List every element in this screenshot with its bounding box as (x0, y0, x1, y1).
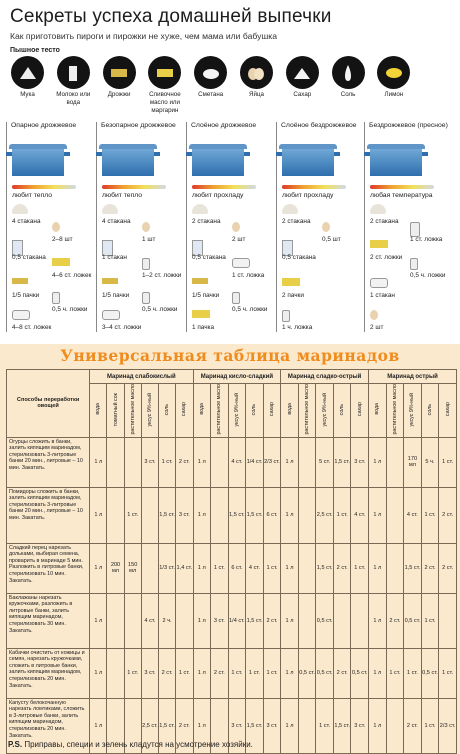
value-cell: 5 ч. (421, 437, 439, 487)
value-cell: 3 ст. (141, 648, 158, 698)
sour-icon (232, 258, 250, 268)
subcolumn-header: уксус 9%-ный (404, 384, 422, 438)
value-cell: 1 л (193, 698, 211, 753)
value-cell: 0,5 ст. (351, 648, 369, 698)
subcolumn-header: вода (90, 384, 107, 438)
group-spicy: Маринад острый (369, 370, 457, 384)
flour-icon (192, 204, 208, 214)
egg-icon (322, 222, 330, 232)
dough-quantity: 4 стакана (12, 218, 41, 225)
value-cell: 1 ст. (263, 648, 281, 698)
dough-temperature: любит тепло (12, 192, 53, 199)
lemon-icon (377, 56, 410, 89)
value-cell: 1 ст. (228, 648, 246, 698)
value-cell: 1 л (369, 593, 387, 648)
value-cell: 1 ст. (159, 437, 176, 487)
value-cell: 1,5 ст. (246, 593, 264, 648)
dough-quantity: 1/5 пачки (102, 292, 130, 299)
flour-icon (102, 204, 118, 214)
value-cell: 3 ст. (351, 698, 369, 753)
group-header-row (7, 370, 457, 384)
value-cell (176, 593, 193, 648)
ingredient-lemon: Лимон (372, 56, 415, 115)
dough-quantity: 1 пачка (192, 324, 215, 331)
subcolumn-header: вода (281, 384, 299, 438)
dough-quantity: 0,5 стакана (192, 254, 226, 261)
butter-icon (52, 258, 70, 266)
ingredient-sugar: Сахар (281, 56, 324, 115)
value-cell: 1 ст. (421, 698, 439, 753)
value-cell: 1 ст. (263, 543, 281, 593)
value-cell: 3 ст. (176, 487, 193, 543)
table-row (7, 648, 457, 698)
value-cell: 2 ст. (211, 648, 229, 698)
subcolumn-header: соль (159, 384, 176, 438)
value-cell: 1 ст. (176, 648, 193, 698)
dough-temperature: любит прохладу (192, 192, 244, 199)
value-cell: 3 ст. (228, 698, 246, 753)
dough-quantity: 1 ч. ложка (282, 324, 313, 331)
sugar-icon (286, 56, 319, 89)
baking-infographic (0, 0, 460, 344)
egg-icon (142, 222, 150, 232)
value-cell: 150 мл (124, 543, 141, 593)
dough-quantity: 4–6 ст. ложек (52, 272, 92, 279)
value-cell: 2 ст. (404, 698, 422, 753)
value-cell: 1,5 ст. (228, 487, 246, 543)
value-cell (298, 487, 316, 543)
group-sweet-sour: Маринад кисло-сладкий (193, 370, 281, 384)
value-cell: 1 ст. (124, 487, 141, 543)
value-cell (439, 593, 457, 648)
subcolumn-header: растительное масло (386, 384, 404, 438)
value-cell: 1 ст. (124, 648, 141, 698)
salt-icon (232, 292, 240, 304)
value-cell: 1 ст. (421, 593, 439, 648)
value-cell: 1 ст. (386, 648, 404, 698)
ingredient-eggs: Яйца (235, 56, 278, 115)
ingredient-salt: Соль (327, 56, 370, 115)
ingredient-row (6, 56, 458, 115)
subcolumn-header: уксус 9%-ный (228, 384, 246, 438)
pot-icon (370, 144, 422, 176)
value-cell: 1,4 ст. (176, 543, 193, 593)
value-cell: 6 ст. (263, 487, 281, 543)
dough-column (364, 122, 452, 344)
value-cell: 1,5 ст. (159, 698, 176, 753)
value-cell: 1 л (90, 593, 107, 648)
dough-quantity: 2–8 шт (52, 236, 73, 243)
dough-temperature: любит прохладу (282, 192, 334, 199)
value-cell (107, 648, 124, 698)
salt-icon (142, 292, 150, 304)
value-cell: 1 л (369, 487, 387, 543)
dough-quantity: 2 пачки (282, 292, 304, 299)
value-cell: 2 ч. (159, 593, 176, 648)
thermometer-icon (282, 185, 346, 189)
dough-quantity: 2 стакана (370, 218, 399, 225)
value-cell: 1,5 ст. (246, 487, 264, 543)
value-cell: 1/4 ст. (246, 437, 264, 487)
value-cell: 2 ст. (333, 648, 351, 698)
value-cell: 1 ст. (211, 543, 229, 593)
value-cell: 1 ст. (246, 648, 264, 698)
value-cell: 1,5 ст. (159, 487, 176, 543)
value-cell: 0,5 ст. (421, 648, 439, 698)
value-cell: 3 ст. (211, 593, 229, 648)
egg-icon (232, 222, 240, 232)
value-cell (351, 593, 369, 648)
salt-icon (410, 258, 418, 270)
subcolumn-header: соль (421, 384, 439, 438)
value-cell: 1,5 ст. (333, 437, 351, 487)
value-cell: 1 л (281, 437, 299, 487)
value-cell: 1 ст. (439, 648, 457, 698)
value-cell: 1 ст. (439, 437, 457, 487)
butter-icon (282, 278, 300, 286)
value-cell: 2 ст. (159, 648, 176, 698)
value-cell: 3 ст. (263, 698, 281, 753)
subcolumn-header: томатный сок (107, 384, 124, 438)
dough-types (6, 122, 458, 344)
table-row (7, 543, 457, 593)
value-cell: 4 ст. (246, 543, 264, 593)
dough-quantity: 0,5 ч. ложки (232, 306, 268, 313)
value-cell: 1 ст. (351, 543, 369, 593)
method-cell: Баклажаны нарезать кружочками, разложить в литровые банки, залить кипящим маринадом, стерилизовать 30 мин. Закатать. (7, 593, 90, 648)
value-cell: 3 ст. (141, 437, 158, 487)
value-cell: 1,5 ст. (333, 698, 351, 753)
method-cell: Огурцы сложить в банки, залить кипящим маринадом, стерилизовать 3-литровые банки 20 мин., литровые – 10 мин. Закатать. (7, 437, 90, 487)
dough-quantity: 2 шт (232, 236, 246, 243)
dough-quantity: 2 шт (370, 324, 384, 331)
value-cell (141, 487, 158, 543)
value-cell (298, 543, 316, 593)
value-cell (107, 437, 124, 487)
yeast-icon (12, 278, 28, 284)
subcolumn-header: сахар (263, 384, 281, 438)
flour-icon (11, 56, 44, 89)
thermometer-icon (192, 185, 256, 189)
value-cell: 200 мл (107, 543, 124, 593)
value-cell: 0,5 ст. (316, 593, 334, 648)
salt-icon (142, 258, 150, 270)
value-cell: 4 ст. (141, 593, 158, 648)
table-row (7, 437, 457, 487)
value-cell (211, 437, 229, 487)
yeast-icon (192, 278, 208, 284)
value-cell: 1 ст. (333, 487, 351, 543)
method-header: Способы переработки овощей (7, 370, 90, 438)
dough-quantity: 1/5 пачки (12, 292, 40, 299)
subcolumn-header: сахар (439, 384, 457, 438)
yeast-icon (102, 278, 118, 284)
dough-quantity: 0,5 стакана (12, 254, 46, 261)
ingredient-flour: Мука (6, 56, 49, 115)
method-cell: Сладкий перец нарезать дольками, выбирая семена, проварить в маринаде 5 мин. Разложить в литровые банки, стерилизовать 10 мин. Закатать. (7, 543, 90, 593)
value-cell (107, 487, 124, 543)
subcolumn-header: вода (193, 384, 211, 438)
page-subtitle: Как приготовить пироги и пирожки не хуже, чем мама или бабушка (10, 31, 278, 41)
dough-column (96, 122, 184, 344)
pot-icon (192, 144, 244, 176)
dough-quantity: 0,5 стакана (282, 254, 316, 261)
thermometer-icon (370, 185, 434, 189)
value-cell: 1 л (90, 648, 107, 698)
value-cell: 1 л (281, 698, 299, 753)
value-cell: 4 ст. (351, 487, 369, 543)
dough-column (6, 122, 94, 344)
value-cell: 2,5 ст. (316, 487, 334, 543)
value-cell: 2 ст. (386, 593, 404, 648)
group-sweet-spicy: Маринад сладко-острый (281, 370, 369, 384)
value-cell: 1 л (369, 648, 387, 698)
group-weak-acid: Маринад слабокислый (90, 370, 193, 384)
value-cell: 2,5 ст. (141, 698, 158, 753)
sour-cream-icon (194, 56, 227, 89)
value-cell: 1 л (90, 487, 107, 543)
dough-quantity: 1 ст. ложка (232, 272, 265, 279)
value-cell (333, 593, 351, 648)
method-cell: Капусту белокочанную нарезать ломтиками, сложить в 3-литровые банки, залить кипящим маринадом, стерилизовать 20 мин. Закатать. (7, 698, 90, 753)
value-cell: 1 ст. (421, 487, 439, 543)
dough-quantity: 0,5 ч. ложки (142, 306, 178, 313)
value-cell: 2 ст. (176, 698, 193, 753)
value-cell (298, 437, 316, 487)
page-title: Секреты успеха домашней выпечки (10, 6, 332, 27)
pot-icon (102, 144, 154, 176)
value-cell (298, 698, 316, 753)
egg-icon (240, 56, 273, 89)
value-cell: 1 л (281, 648, 299, 698)
value-cell: 5 ст. (316, 437, 334, 487)
ingredient-sour-cream: Сметана (189, 56, 232, 115)
footnote: P.S. Приправы, специи и зелень кладутся на усмотрение хозяйки. (8, 740, 253, 749)
value-cell: 1 л (90, 698, 107, 753)
value-cell: 2 ст. (176, 437, 193, 487)
table-row (7, 487, 457, 543)
dough-quantity: 1 стакан (102, 254, 127, 261)
ingredient-yeast: Дрожжи (98, 56, 141, 115)
value-cell: 1 л (90, 543, 107, 593)
dough-quantity: 2 ст. ложки (370, 254, 403, 261)
value-cell: 1 ст. (316, 698, 334, 753)
milk-icon (57, 56, 90, 89)
value-cell: 1 л (193, 593, 211, 648)
sour-icon (370, 278, 388, 288)
value-cell: 2/3 ст. (263, 437, 281, 487)
value-cell: 1,5 ст. (246, 698, 264, 753)
marinade-title: Универсальная таблица маринадов (60, 346, 400, 365)
value-cell: 3 ст. (351, 437, 369, 487)
salt-icon (332, 56, 365, 89)
value-cell (124, 593, 141, 648)
dough-name: Слоёное бездрожжевое (281, 122, 357, 129)
dough-quantity: 4 стакана (102, 218, 131, 225)
value-cell: 1,5 ст. (316, 543, 334, 593)
method-cell: Кабачки очистить от кожицы и семян, нарезать кружочками, сложить в литровые банки, залить кипящим маринадом, стерилизовать 20 мин. Закатать. (7, 648, 90, 698)
value-cell: 1 л (369, 543, 387, 593)
value-cell: 1 л (369, 698, 387, 753)
value-cell: 1 л (193, 437, 211, 487)
value-cell: 2 ст. (421, 543, 439, 593)
dough-temperature: любая температура (370, 192, 433, 199)
subcolumn-header: соль (333, 384, 351, 438)
dough-quantity: 0,5 ч. ложки (410, 272, 446, 279)
sugar-icon (410, 222, 420, 237)
value-cell (141, 543, 158, 593)
value-cell: 170 мл (404, 437, 422, 487)
value-cell: 1 л (193, 487, 211, 543)
thermometer-icon (12, 185, 76, 189)
thermometer-icon (102, 185, 166, 189)
flour-icon (282, 204, 298, 214)
dough-quantity: 1 шт (142, 236, 156, 243)
value-cell: 1 л (193, 648, 211, 698)
method-cell: Помидоры сложить в банки, залить кипящим маринадом, стерилизовать 3-литровые банки 20 мин., литровые – 10 мин. Закатать. (7, 487, 90, 543)
value-cell: 1 л (281, 487, 299, 543)
value-cell (124, 437, 141, 487)
value-cell: 1 л (90, 437, 107, 487)
value-cell: 1/3 ст. (159, 543, 176, 593)
butter-icon (192, 310, 210, 318)
subcolumn-header: соль (246, 384, 264, 438)
section-label: Пышное тесто (10, 47, 60, 54)
dough-name: Бездрожжевое (пресное) (369, 122, 448, 129)
subcolumn-header: уксус 9%-ный (141, 384, 158, 438)
pot-icon (282, 144, 334, 176)
marinade-table (6, 369, 457, 754)
subcolumn-header: растительное масло (211, 384, 229, 438)
value-cell: 0,5 ст. (404, 593, 422, 648)
value-cell: 4 ст. (404, 487, 422, 543)
value-cell: 4 ст. (228, 437, 246, 487)
dough-quantity: 2 стакана (282, 218, 311, 225)
butter-icon (148, 56, 181, 89)
subcolumn-header: сахар (176, 384, 193, 438)
dough-quantity: 1–2 ст. ложки (142, 272, 182, 279)
subcolumn-header: сахар (351, 384, 369, 438)
salt-icon (52, 292, 60, 304)
value-cell: 2 ст. (263, 593, 281, 648)
ingredient-butter: Сливочное масло или маргарин (143, 56, 186, 115)
dough-quantity: 0,5 ч. ложки (52, 306, 88, 313)
dough-column (276, 122, 364, 344)
value-cell (386, 698, 404, 753)
value-cell (386, 437, 404, 487)
salt-icon (282, 310, 290, 322)
dough-name: Слоёное дрожжевое (191, 122, 257, 129)
value-cell: 0,5 ст. (316, 648, 334, 698)
ingredient-milk: Молоко или вода (52, 56, 95, 115)
value-cell (107, 593, 124, 648)
subcolumn-header: уксус 9%-ный (316, 384, 334, 438)
value-cell: 1 л (281, 543, 299, 593)
value-cell: 1/4 ст. (228, 593, 246, 648)
flour-icon (12, 204, 28, 214)
value-cell: 2 ст. (439, 487, 457, 543)
egg-icon (370, 310, 378, 320)
value-cell (298, 593, 316, 648)
value-cell: 6 ст. (228, 543, 246, 593)
dough-quantity: 2 стакана (192, 218, 221, 225)
value-cell: 0,5 ст. (298, 648, 316, 698)
value-cell (386, 543, 404, 593)
dough-quantity: 1 ст. ложка (410, 236, 443, 243)
table-row (7, 593, 457, 648)
dough-temperature: любит тепло (102, 192, 143, 199)
value-cell: 2 ст. (333, 543, 351, 593)
dough-column (186, 122, 274, 344)
subcolumn-header: растительное масло (124, 384, 141, 438)
value-cell: 1 л (281, 593, 299, 648)
butter-icon (370, 240, 388, 248)
value-cell (211, 487, 229, 543)
dough-quantity: 1/5 пачки (192, 292, 220, 299)
sour-icon (12, 310, 30, 320)
value-cell: 1 ст. (404, 648, 422, 698)
sour-icon (102, 310, 120, 320)
dough-name: Опарное дрожжевое (11, 122, 77, 129)
dough-quantity: 0,5 шт (322, 236, 341, 243)
dough-quantity: 1 стакан (370, 292, 395, 299)
value-cell: 2 ст. (439, 543, 457, 593)
value-cell (386, 487, 404, 543)
value-cell: 1 л (369, 437, 387, 487)
dough-quantity: 3–4 ст. ложки (102, 324, 142, 331)
subcolumn-header: вода (369, 384, 387, 438)
value-cell: 1,5 ст. (404, 543, 422, 593)
value-cell: 1 л (193, 543, 211, 593)
egg-icon (52, 222, 60, 232)
dough-name: Безопарное дрожжевое (101, 122, 176, 129)
pot-icon (12, 144, 64, 176)
flour-icon (370, 204, 386, 214)
subcolumn-header: растительное масло (298, 384, 316, 438)
value-cell: 2/3 ст. (439, 698, 457, 753)
yeast-icon (103, 56, 136, 89)
dough-quantity: 4–8 ст. ложек (12, 324, 52, 331)
